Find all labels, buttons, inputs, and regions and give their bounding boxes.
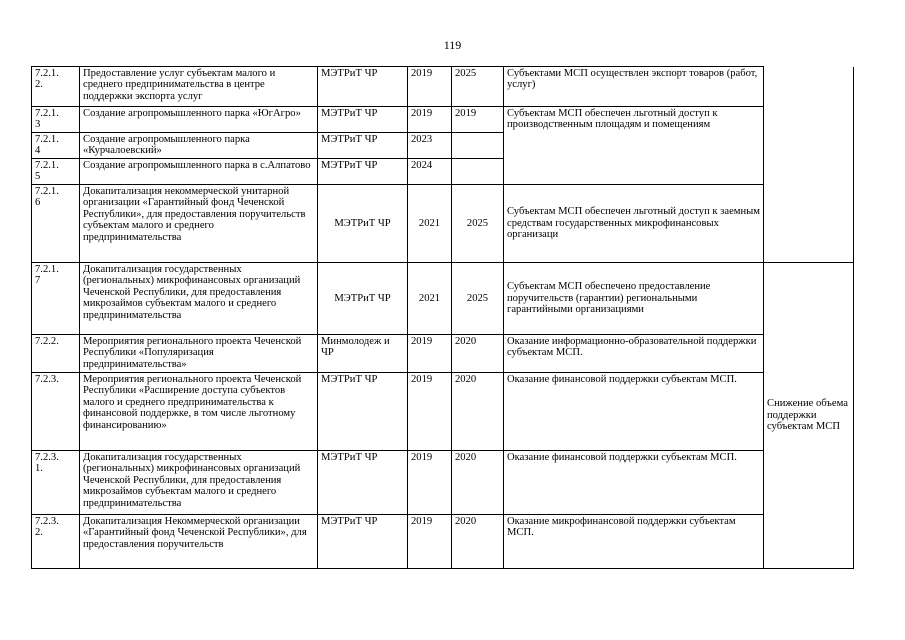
start-year: 2021 <box>408 263 452 335</box>
expected-result: Оказание финансовой поддержки субъектам МСП. <box>504 451 764 515</box>
row-number: 7.2.1. 6 <box>32 185 80 263</box>
end-year: 2025 <box>452 67 504 107</box>
end-year <box>452 159 504 185</box>
end-year: 2020 <box>452 373 504 451</box>
table-row <box>32 107 854 133</box>
row-number: 7.2.2. <box>32 335 80 373</box>
measure-name: Создание агропромышленного парка «Курчалоевский» <box>80 133 318 159</box>
measure-name: Мероприятия регионального проекта Чеченской Республики «Расширение доступа субъектов малого и среднего предпринимательства к финансовой поддержке, в том числе льготному финансированию» <box>80 373 318 451</box>
end-year: 2020 <box>452 515 504 569</box>
start-year: 2021 <box>408 185 452 263</box>
executor: МЭТРиТ ЧР <box>318 515 408 569</box>
start-year: 2019 <box>408 451 452 515</box>
start-year: 2024 <box>408 159 452 185</box>
row-number: 7.2.1. 5 <box>32 159 80 185</box>
expected-result: Оказание финансовой поддержки субъектам МСП. <box>504 373 764 451</box>
start-year: 2019 <box>408 107 452 133</box>
expected-result: Субъектам МСП обеспечен льготный доступ к производственным площадям и помещениям <box>504 107 764 185</box>
expected-result: Субъектам МСП обеспечен льготный доступ к заемным средствам государственных микрофинансовых организаци <box>504 185 764 263</box>
row-number: 7.2.1. 3 <box>32 107 80 133</box>
end-year: 2020 <box>452 451 504 515</box>
measures-table <box>31 66 854 569</box>
table-row <box>32 451 854 515</box>
end-year: 2020 <box>452 335 504 373</box>
start-year: 2019 <box>408 515 452 569</box>
executor: МЭТРиТ ЧР <box>318 133 408 159</box>
executor: МЭТРиТ ЧР <box>318 373 408 451</box>
indicator-cell-empty <box>764 67 854 263</box>
expected-result: Оказание информационно-образовательной поддержки субъектам МСП. <box>504 335 764 373</box>
table-row <box>32 515 854 569</box>
expected-result: Оказание микрофинансовой поддержки субъектам МСП. <box>504 515 764 569</box>
row-number: 7.2.1. 4 <box>32 133 80 159</box>
table-row <box>32 373 854 451</box>
executor: МЭТРиТ ЧР <box>318 451 408 515</box>
measure-name: Предоставление услуг субъектам малого и среднего предпринимательства в центре поддержки экспорта услуг <box>80 67 318 107</box>
indicator-lower: Снижение объема поддержки субъектам МСП <box>764 263 854 569</box>
start-year: 2019 <box>408 373 452 451</box>
row-number: 7.2.1. 2. <box>32 67 80 107</box>
table-row <box>32 67 854 107</box>
expected-result: Субъектами МСП осуществлен экспорт товаров (работ, услуг) <box>504 67 764 107</box>
start-year: 2019 <box>408 67 452 107</box>
end-year <box>452 133 504 159</box>
executor: Минмолодеж и ЧР <box>318 335 408 373</box>
measure-name: Докапитализация государственных (региональных) микрофинансовых организаций Чеченской Республики, для предоставления микрозаймов субъектам малого и среднего предпринимательства <box>80 263 318 335</box>
row-number: 7.2.3. 1. <box>32 451 80 515</box>
executor: МЭТРиТ ЧР <box>318 185 408 263</box>
table-row <box>32 185 854 263</box>
measure-name: Докапитализация некоммерческой унитарной организации «Гарантийный фонд Чеченской Республики», для предоставления поручительств субъектам малого и среднего предпринимательства <box>80 185 318 263</box>
row-number: 7.2.1. 7 <box>32 263 80 335</box>
table-row <box>32 335 854 373</box>
row-number: 7.2.3. 2. <box>32 515 80 569</box>
executor: МЭТРиТ ЧР <box>318 263 408 335</box>
row-number: 7.2.3. <box>32 373 80 451</box>
measure-name: Создание агропромышленного парка «ЮгАгро» <box>80 107 318 133</box>
measure-name: Докапитализация Некоммерческой организации «Гарантийный фонд Чеченской Республики», для предоставления поручительств <box>80 515 318 569</box>
measure-name: Создание агропромышленного парка в с.Алпатово <box>80 159 318 185</box>
end-year: 2025 <box>452 185 504 263</box>
measure-name: Докапитализация государственных (региональных) микрофинансовых организаций Чеченской Республики, для предоставления микрозаймов субъектам малого и среднего предпринимательства <box>80 451 318 515</box>
page-number: 119 <box>443 38 462 52</box>
end-year: 2019 <box>452 107 504 133</box>
executor: МЭТРиТ ЧР <box>318 107 408 133</box>
table-row <box>32 263 854 335</box>
end-year: 2025 <box>452 263 504 335</box>
start-year: 2023 <box>408 133 452 159</box>
executor: МЭТРиТ ЧР <box>318 67 408 107</box>
expected-result: Субъектам МСП обеспечено предоставление поручительств (гарантии) региональными гарантийными организациями <box>504 263 764 335</box>
measure-name: Мероприятия регионального проекта Чеченской Республики «Популяризация предпринимательства» <box>80 335 318 373</box>
start-year: 2019 <box>408 335 452 373</box>
executor: МЭТРиТ ЧР <box>318 159 408 185</box>
